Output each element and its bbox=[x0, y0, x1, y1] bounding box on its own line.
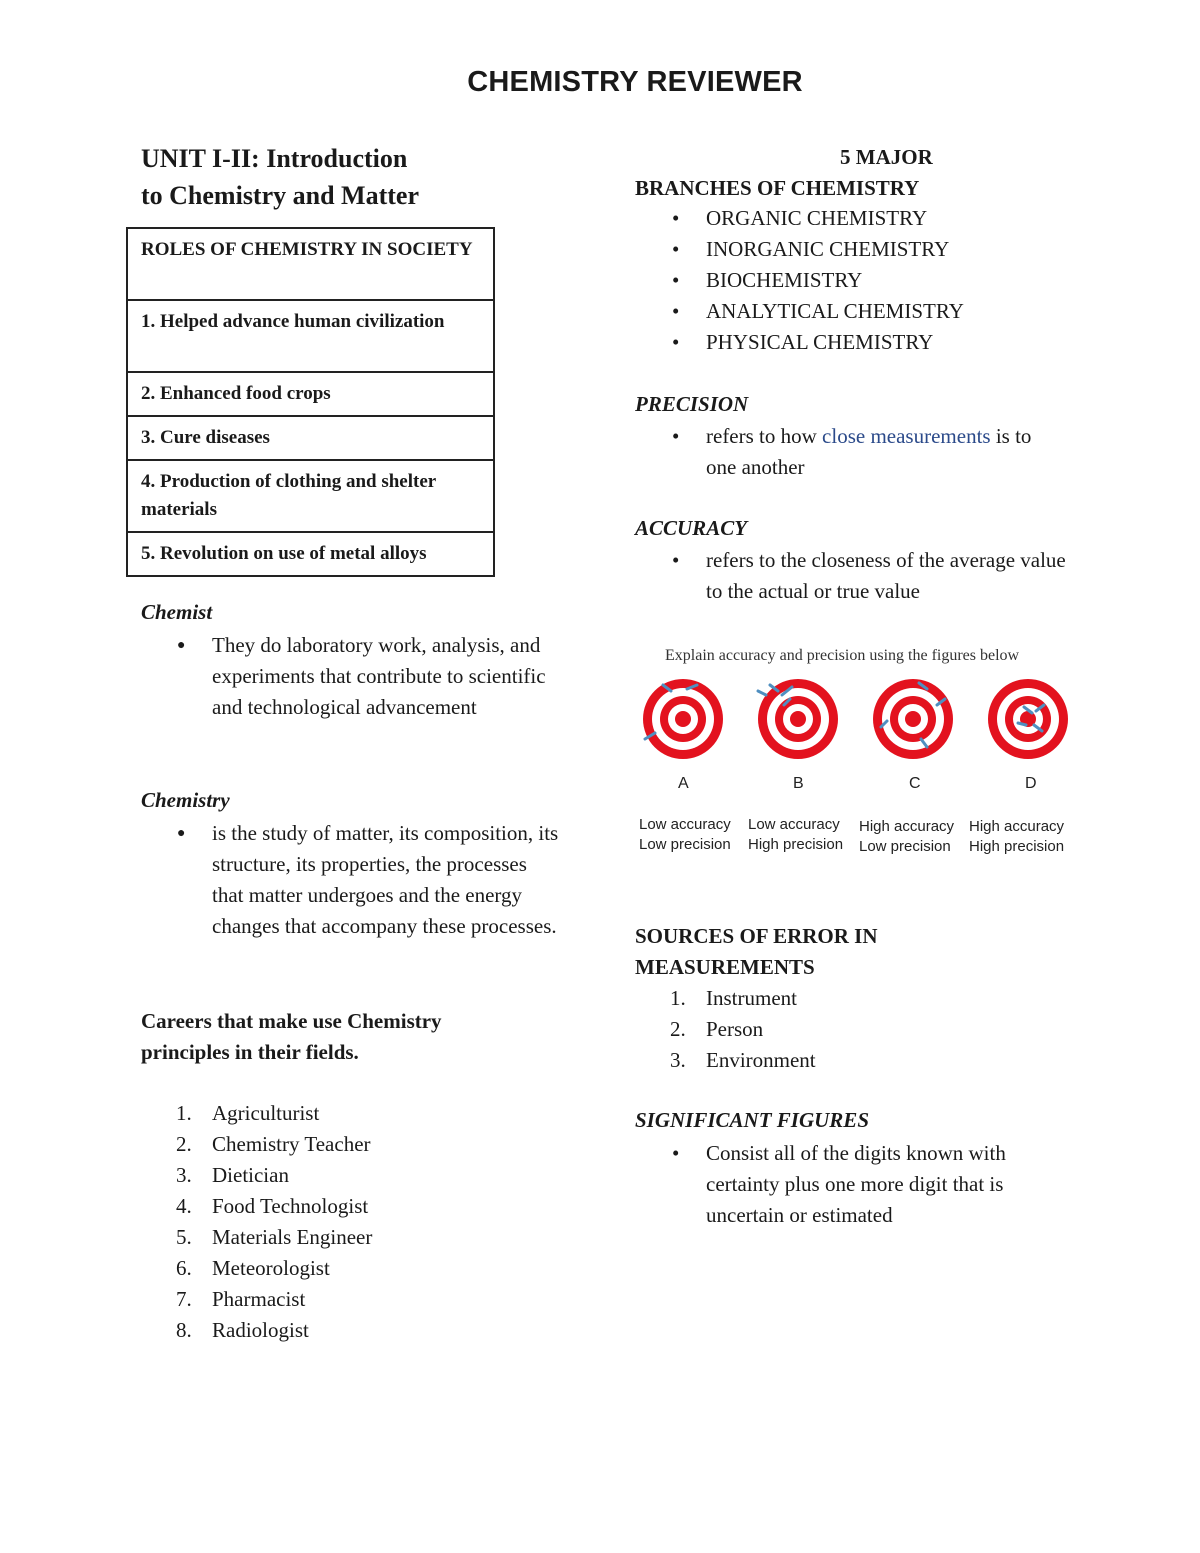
unit-title-line-1: UNIT I-II: Introduction bbox=[141, 144, 408, 173]
target-b-label: Low accuracy High precision bbox=[748, 816, 844, 853]
list-item: 1. Instrument bbox=[670, 986, 797, 1010]
list-item: 7. Pharmacist bbox=[176, 1287, 306, 1311]
list-item: • BIOCHEMISTRY bbox=[706, 265, 964, 296]
list-item: 3. Environment bbox=[670, 1048, 816, 1072]
list-item: • PHYSICAL CHEMISTRY bbox=[706, 327, 964, 358]
unit-title bbox=[141, 140, 419, 214]
target-a-letter: A bbox=[678, 775, 689, 792]
list-item: • ANALYTICAL CHEMISTRY bbox=[706, 296, 964, 327]
sigfig-heading: SIGNIFICANT FIGURES bbox=[635, 1108, 869, 1132]
error-list bbox=[670, 983, 816, 1076]
target-d-icon bbox=[986, 677, 1070, 761]
sigfig-list bbox=[706, 1138, 1066, 1231]
target-a-label: Low accuracy Low precision bbox=[639, 816, 731, 853]
roles-table-row: 4. Production of clothing and shelter materials bbox=[127, 460, 494, 532]
list-item: 2. Person bbox=[670, 1017, 764, 1041]
roles-table-row: 3. Cure diseases bbox=[127, 416, 494, 460]
target-c-letter: C bbox=[909, 775, 921, 792]
document-title: CHEMISTRY REVIEWER bbox=[467, 66, 803, 98]
target-c bbox=[871, 677, 955, 761]
target-d bbox=[986, 677, 1070, 761]
list-item: 4. Food Technologist bbox=[176, 1194, 369, 1218]
chemist-definition: ● They do laboratory work, analysis, and experiments that contribute to scientific and technological advancement bbox=[212, 630, 562, 723]
figure-caption: Explain accuracy and precision using the figures below bbox=[665, 647, 1020, 664]
target-d-letter: D bbox=[1025, 775, 1037, 792]
sigfig-definition: • Consist all of the digits known with certainty plus one more digit that is uncertain or estimated bbox=[706, 1138, 1066, 1231]
roles-table-row: 1. Helped advance human civilization bbox=[127, 300, 494, 372]
list-item: 6. Meteorologist bbox=[176, 1256, 330, 1280]
list-item: • ORGANIC CHEMISTRY bbox=[706, 203, 964, 234]
branches-heading-line-2: BRANCHES OF CHEMISTRY bbox=[635, 176, 920, 200]
roles-table-header: ROLES OF CHEMISTRY IN SOCIETY bbox=[127, 228, 494, 300]
list-item: 8. Radiologist bbox=[176, 1318, 309, 1342]
target-c-label: High accuracy Low precision bbox=[859, 818, 955, 855]
chemistry-list bbox=[212, 818, 562, 942]
target-c-icon bbox=[871, 677, 955, 761]
target-a bbox=[641, 677, 725, 761]
roles-table-row: 2. Enhanced food crops bbox=[127, 372, 494, 416]
error-heading: SOURCES OF ERROR IN MEASUREMENTS bbox=[635, 924, 878, 979]
branches-list bbox=[706, 203, 964, 358]
precision-list bbox=[706, 421, 1056, 483]
accuracy-precision-figure bbox=[633, 645, 1073, 865]
precision-definition: • refers to how close measurements is to one another bbox=[706, 421, 1056, 483]
branches-heading-line-1: 5 MAJOR bbox=[840, 145, 933, 169]
target-b-letter: B bbox=[793, 775, 804, 792]
chemist-heading: Chemist bbox=[141, 600, 213, 624]
careers-heading: Careers that make use Chemistry principles in their fields. bbox=[141, 1009, 442, 1064]
list-item: 3. Dietician bbox=[176, 1163, 289, 1187]
list-item: 1. Agriculturist bbox=[176, 1101, 320, 1125]
chemist-list bbox=[212, 630, 562, 723]
target-b bbox=[756, 677, 840, 761]
careers-list bbox=[176, 1098, 373, 1346]
roles-table bbox=[126, 227, 495, 577]
target-b-icon bbox=[756, 677, 840, 761]
roles-table-row: 5. Revolution on use of metal alloys bbox=[127, 532, 494, 576]
list-item: 2. Chemistry Teacher bbox=[176, 1132, 371, 1156]
accuracy-list bbox=[706, 545, 1066, 607]
target-d-label: High accuracy High precision bbox=[969, 818, 1065, 855]
list-item: • INORGANIC CHEMISTRY bbox=[706, 234, 964, 265]
accuracy-heading: ACCURACY bbox=[635, 516, 748, 540]
precision-heading: PRECISION bbox=[635, 392, 749, 416]
precision-link-text: close measurements bbox=[822, 424, 991, 448]
chemistry-definition: ● is the study of matter, its composition, its structure, its properties, the processes that matter undergoes and the energy changes that accompany these processes. bbox=[212, 818, 562, 942]
list-item: 5. Materials Engineer bbox=[176, 1225, 373, 1249]
unit-title-line-2: to Chemistry and Matter bbox=[141, 181, 419, 210]
accuracy-definition: • refers to the closeness of the average value to the actual or true value bbox=[706, 545, 1066, 607]
target-a-icon bbox=[641, 677, 725, 761]
chemistry-heading: Chemistry bbox=[141, 788, 230, 812]
